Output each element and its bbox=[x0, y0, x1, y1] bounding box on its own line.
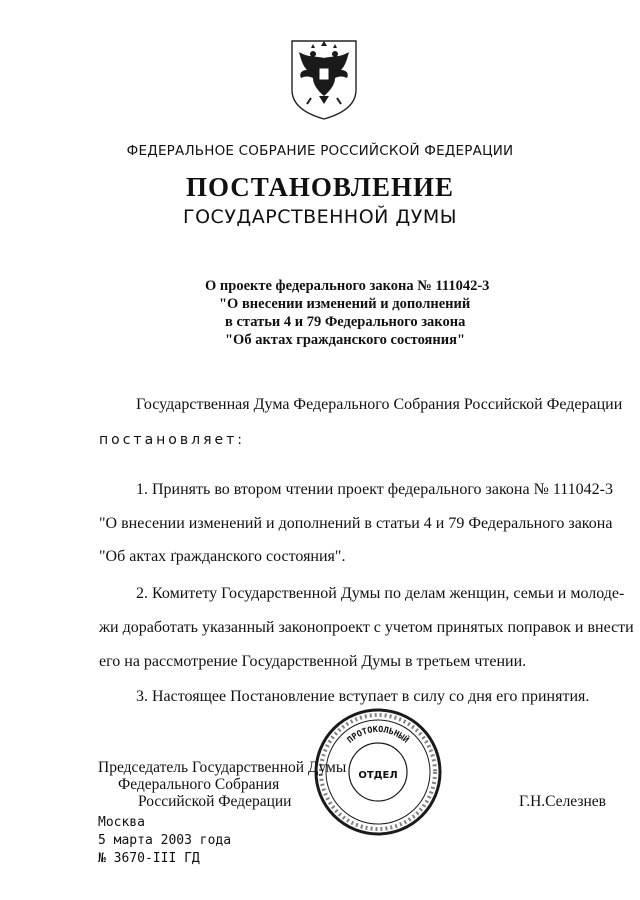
subject-line: "Об актах гражданского состояния" bbox=[225, 332, 466, 348]
intro-paragraph: Государственная Дума Федерального Собрания Российской Федерации bbox=[136, 396, 623, 413]
signatory-name: Г.Н.Селезнев bbox=[519, 793, 606, 810]
issuer-heading: ГОСУДАРСТВЕННОЙ ДУМЫ bbox=[183, 206, 457, 228]
stamp-arc-text: ПРОТОКОЛЬНЫЙ bbox=[345, 724, 411, 746]
signatory-title-line: Председатель Государственной Думы bbox=[98, 759, 347, 776]
footer-city: Москва bbox=[98, 815, 145, 830]
item-1-line: "Об актах ґражданского состояния". bbox=[99, 548, 346, 565]
item-2-line: жи доработать указанный законопроект с учетом принятых поправок и внести bbox=[99, 619, 634, 636]
item-1-line: "О внесении изменений и дополнений в статьи 4 и 79 Федерального закона bbox=[99, 515, 613, 532]
item-2-line: 2. Комитету Государственной Думы по делам женщин, семьи и молоде- bbox=[136, 585, 625, 602]
subject-line: О проекте федерального закона № 111042-3 bbox=[205, 278, 490, 294]
signatory-title-line: Федерального Собрания bbox=[118, 776, 280, 793]
item-2-line: его на рассмотрение Государственной Думы в третьем чтении. bbox=[99, 653, 527, 670]
footer-date: 5 марта 2003 года bbox=[98, 833, 232, 848]
resolves-word: постановляет: bbox=[99, 432, 245, 448]
stamp-center-text: ОТДЕЛ bbox=[358, 770, 398, 781]
subject-block bbox=[205, 277, 525, 349]
signatory-title-line: Российской Федерации bbox=[138, 793, 292, 810]
footer-number: № 3670-III ГД bbox=[98, 851, 200, 866]
item-1-line: 1. Принять во втором чтении проект федерального закона № 111042-3 bbox=[136, 481, 613, 498]
item-3-line: 3. Настоящее Постановление вступает в силу со дня его принятия. bbox=[136, 688, 590, 705]
round-office-seal-icon bbox=[312, 706, 444, 838]
document-type-title: ПОСТАНОВЛЕНИЕ bbox=[185, 172, 455, 202]
assembly-heading: ФЕДЕРАЛЬНОЕ СОБРАНИЕ РОССИЙСКОЙ ФЕДЕРАЦИИ bbox=[126, 143, 514, 159]
subject-line: "О внесении изменений и дополнений bbox=[219, 296, 471, 312]
double-headed-eagle-emblem-icon bbox=[289, 38, 359, 122]
subject-line: в статьи 4 и 79 Федерального закона bbox=[225, 314, 466, 330]
